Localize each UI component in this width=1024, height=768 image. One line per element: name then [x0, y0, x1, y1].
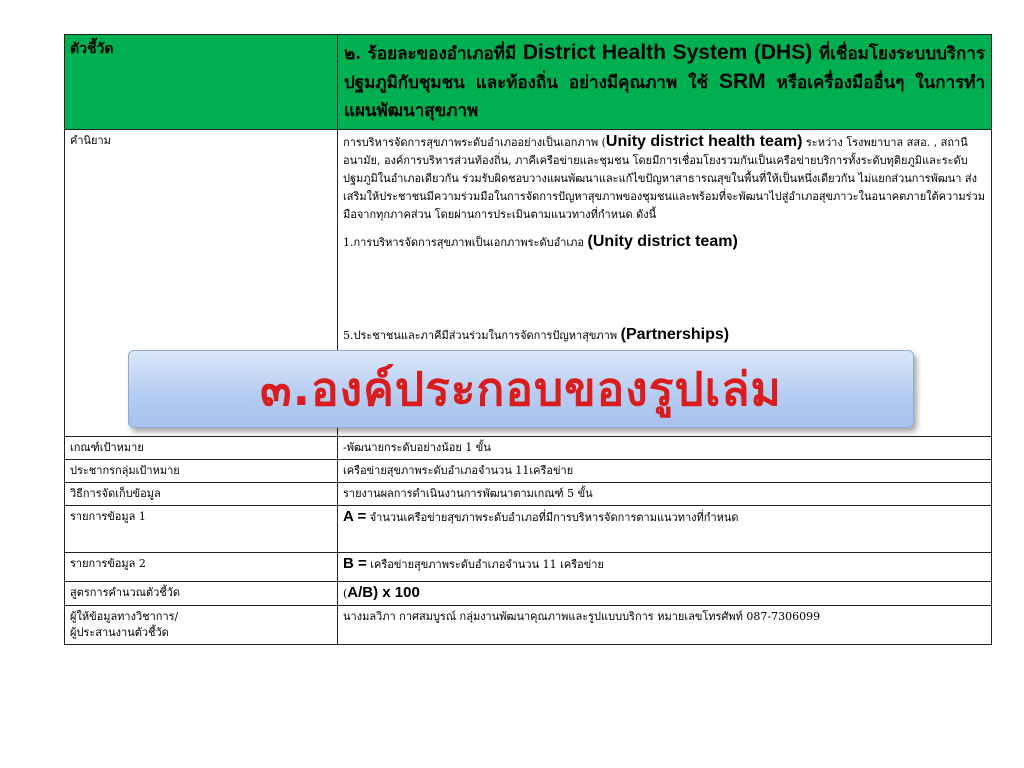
data1-value-cell [338, 506, 992, 553]
contact-row [65, 606, 992, 645]
population-label: ประชากรกลุ่มเป้าหมาย [65, 460, 338, 483]
indicator-title [338, 35, 992, 130]
data2-label: รายการข้อมูล 2 [65, 553, 338, 582]
definition-intro: การบริหารจัดการสุขภาพระดับอำเภออย่างเป็นเอกภาพ (Unity district health team) ระหว่าง โรงพยาบาล สสอ. , สถานีอนามัย, องค์การบริหารส่วนท้องถิ่น, ภาคีเครือข่ายและชุมชน โดยมีการเชื่อมโยงรวมกันเป็นเครือข่ายบริการทั้งระดับทุติยภูมิและระดับปฐมภูมิในอำเภอเดียวกัน ร่วมรับผิดชอบวางแผนพัฒนาและแก้ไขปัญหาสาธารณสุขในพื้นที่ให้เป็นหนึ่งเดียวกัน ไม่แยกส่วนการพัฒนา ส่งเสริมให้ประชาชนมีความร่วมมือในการจัดการปัญหาสุขภาพของชุมชนและพร้อมที่จะพัฒนาไปสู่อำเภอสุขภาวะในอนาคตภายใต้ความร่วมมือจากทุกภาคส่วน โดยผ่านการประเมินตามแนวทางที่กำหนด ดังนี้ [343, 133, 985, 221]
target-label: เกณฑ์เป้าหมาย [65, 437, 338, 460]
data2-row [65, 553, 992, 582]
title-suffix: หรือเครื่องมืออื่นๆ ในการทำแผนพัฒนาสุขภาพ [344, 73, 986, 121]
method-row [65, 483, 992, 506]
data1-var: A = [343, 508, 367, 525]
definition-item-1: 1.การบริหารจัดการสุขภาพเป็นเอกภาพระดับอำเภอ (Unity district team) [343, 233, 738, 250]
title-dhs: District Health System (DHS) [522, 41, 813, 64]
target-row [65, 437, 992, 460]
kpi-table [64, 34, 992, 645]
title-prefix: ๒. ร้อยละของอำเภอที่มี [344, 44, 517, 64]
definition-label: คำนิยาม [65, 130, 338, 437]
formula-label: สูตรการคำนวณตัวชี้วัด [65, 582, 338, 606]
formula-row [65, 582, 992, 606]
target-value: -พัฒนายกระดับอย่างน้อย 1 ขั้น [338, 437, 992, 460]
definition-item-5: 5.ประชาชนและภาคีมีส่วนร่วมในการจัดการปัญหาสุขภาพ (Partnerships) [343, 326, 730, 343]
method-label: วิธีการจัดเก็บข้อมูล [65, 483, 338, 506]
contact-label: ผู้ให้ข้อมูลทางวิชาการ/ ผู้ประสานงานตัวชี้วัด [65, 606, 338, 645]
contact-value: นางมลวิภา กาศสมบูรณ์ กลุ่มงานพัฒนาคุณภาพและรูปแบบบริการ หมายเลขโทรศัพท์ 087-7306099 [338, 606, 992, 645]
population-value: เครือข่ายสุขภาพระดับอำเภอจำนวน 11เครือข่าย [338, 460, 992, 483]
data2-value: เครือข่ายสุขภาพระดับอำเภอจำนวน 11 เครือข่าย [370, 558, 604, 571]
formula-value-cell [338, 582, 992, 606]
population-row [65, 460, 992, 483]
method-value: รายงานผลการดำเนินงานการพัฒนาตามเกณฑ์ 5 ขั้น [338, 483, 992, 506]
data2-value-cell [338, 553, 992, 582]
title-mid: ที่เชื่อมโยงระบบบริการปฐมภูมิกับชุมชน และท้องถิ่น อย่างมีคุณภาพ ใช้ [344, 44, 986, 93]
formula-value: A/B) x 100 [347, 584, 420, 601]
header-row [65, 35, 992, 130]
data1-label: รายการข้อมูล 1 [65, 506, 338, 553]
data2-var: B = [343, 555, 367, 572]
section-banner [128, 350, 914, 428]
data1-row [65, 506, 992, 553]
data1-value: จำนวนเครือข่ายสุขภาพระดับอำเภอที่มีการบริหารจัดการตามแนวทางที่กำหนด [369, 511, 739, 524]
banner-title: ๓.องค์ประกอบของรูปเล่ม [260, 361, 782, 416]
title-srm: SRM [718, 70, 766, 93]
indicator-label: ตัวชี้วัด [65, 35, 338, 130]
formula-paren: ( [343, 587, 348, 600]
